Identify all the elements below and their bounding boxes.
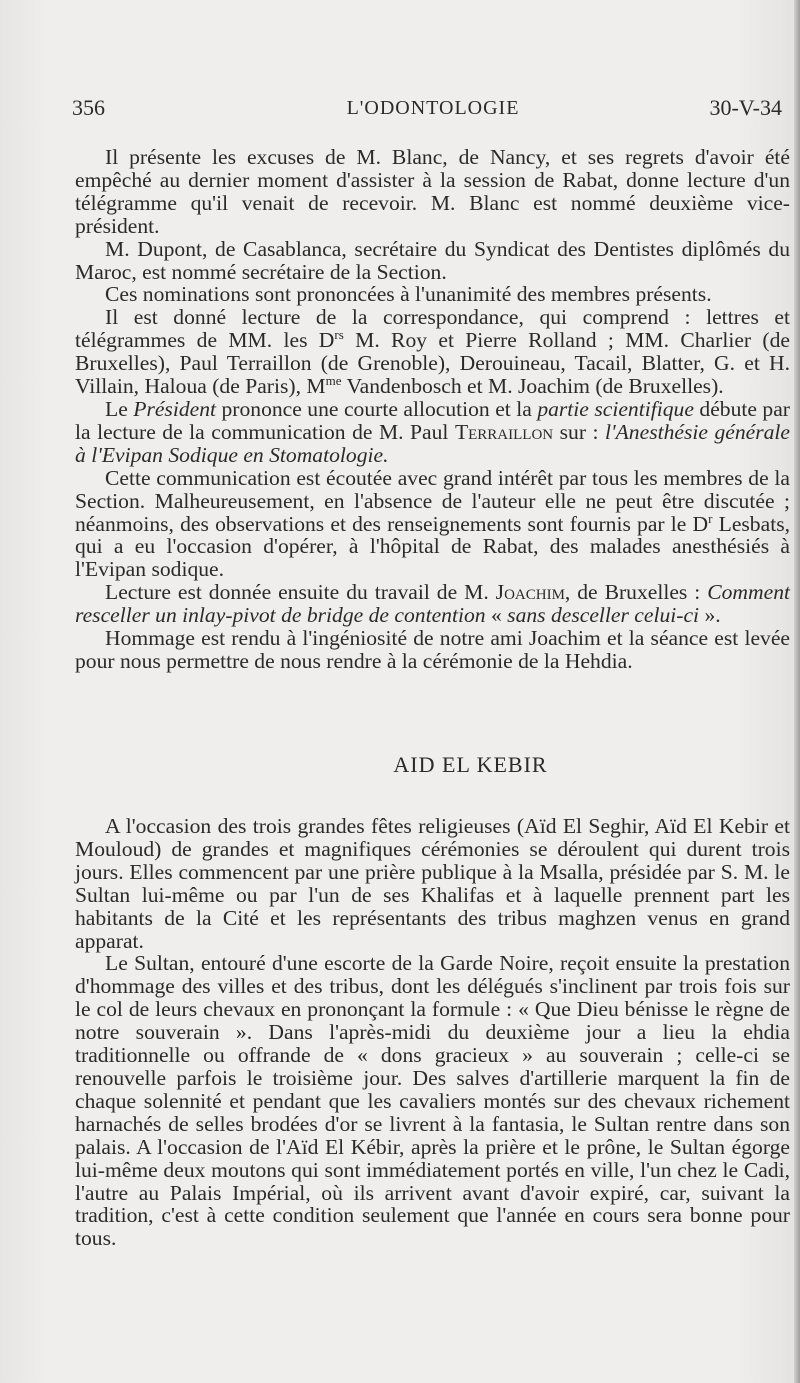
work-title: Comment resceller un inlay-pivot de bridge de contention xyxy=(75,580,790,628)
paragraph-fetes: A l'occasion des trois grandes fêtes religieuses (Aïd El Seghir, Aïd El Kebir et Mouloud) de grandes et magnifiques cérémonies se déroulent qui durent trois jours. Elles commencent par une prière publique à la Msalla, présidée par S. M. le Sultan lui-même ou par l'un de ses Khalifas et à laquelle prennent part les habitants de la Cité et les représentants des tribus maghzen venus en grand apparat. xyxy=(75,814,790,953)
text-run: Il est donné lecture de la correspondance, qui comprend : lettres et télégrammes de MM. les D xyxy=(75,305,790,353)
superscript: r xyxy=(708,510,713,526)
page-header xyxy=(72,95,794,125)
page-number: 356 xyxy=(72,95,105,120)
text-run: Vandenbosch et M. Joachim (de Bruxelles). xyxy=(341,374,724,399)
paragraph-hommage: Hommage est rendu à l'ingéniosité de notre ami Joachim et la séance est levée pour nous permettre de nous rendre à la cérémonie de la Hehdia. xyxy=(75,626,790,673)
paragraph-president xyxy=(75,398,790,467)
text-run: , de Bruxelles : xyxy=(564,580,708,605)
work-title-quote: sans desceller celui-ci xyxy=(507,603,700,628)
running-title: L'ODONTOLOGIE xyxy=(346,97,520,119)
paragraph-joachim xyxy=(75,581,790,627)
paragraph-nominations: Ces nominations sont prononcées à l'unanimité des membres présents. xyxy=(105,282,712,307)
section-title: AID EL KEBIR xyxy=(393,752,548,777)
section-body xyxy=(75,815,790,1250)
text-run: Le xyxy=(105,396,134,421)
text-run: « xyxy=(485,603,508,628)
author-name: Joachim xyxy=(495,580,565,605)
text-run: M. Roy et Pierre Rolland ; MM. Charlier (de Bruxelles), Paul Terraillon (de Grenoble), Derouineau, Tacail, Blatter, G. et H. Villain, Haloua (de Paris), M xyxy=(75,328,790,399)
body-text xyxy=(75,146,790,673)
superscript: rs xyxy=(334,327,344,343)
text-run: sur : xyxy=(553,419,605,444)
text-run: débute par la lecture de la communication de M. Paul xyxy=(75,396,790,444)
issue-date: 30-V-34 xyxy=(709,95,782,120)
paragraph-excuses: Il présente les excuses de M. Blanc, de Nancy, et ses regrets d'avoir été empêché au dernier moment d'assister à la session de Rabat, donne lecture d'un télégramme qu'il venait de recevoir. M. Blanc est nommé deuxième vice-président. xyxy=(75,145,790,238)
text-run: Lesbats, qui a eu l'occasion d'opérer, à l'hôpital de Rabat, des malades anesthésiés à l'Evipan sodique. xyxy=(75,511,790,582)
communication-title: l'Anesthésie générale à l'Evipan Sodique en Stomatologie. xyxy=(75,419,790,467)
superscript: me xyxy=(325,373,342,389)
paragraph-correspondence xyxy=(75,306,790,398)
paragraph-sultan: Le Sultan, entouré d'une escorte de la Garde Noire, reçoit ensuite la prestation d'hommage des villes et des tribus, dont les délégués s'inclinent par trois fois sur le col de leurs chevaux en prononçant la formule : « Que Dieu bénisse le règne de notre souverain ». Dans l'après-midi du deuxième jour a lieu la ehdia traditionnelle ou offrande de « dons gracieux » au souverain ; celle-ci se renouvelle parfois le troisième jour. Des salves d'artillerie marquent la fin de chaque solennité et pendant que les cavaliers montés sur des chevaux richement harnachés de selles brodées d'or se livrent à la fantasia, le Sultan rentre dans son palais. A l'occasion de l'Aïd El Kébir, après la prière et le prône, le Sultan égorge lui-même deux moutons qui sont immédiatement portés en ville, l'un chez le Cadi, l'autre au Palais Impérial, où ils arrivent avant d'avoir expiré, car, suivant la tradition, c'est à cette condition seulement que l'année en cours sera bonne pour tous. xyxy=(75,951,790,1251)
italic-partie: partie scientifique xyxy=(537,396,694,421)
page-edge xyxy=(794,0,800,1383)
paragraph-discussion xyxy=(75,467,790,582)
text-run: prononce une courte allocution et la xyxy=(216,396,538,421)
text-run: ». xyxy=(699,603,721,628)
italic-president: Président xyxy=(133,396,217,421)
author-name: Terraillon xyxy=(454,419,554,444)
text-run: Lecture est donnée ensuite du travail de M. xyxy=(105,580,496,605)
paragraph-secretary: M. Dupont, de Casablanca, secrétaire du Syndicat des Dentistes diplômés du Maroc, est nommé secrétaire de la Section. xyxy=(75,236,790,284)
text-run: Cette communication est écoutée avec grand intérêt par tous les membres de la Section. Malheureusement, en l'absence de l'auteur elle ne peut être discutée ; néanmoins, des observations et des renseignements sont fournis par le D xyxy=(75,465,790,536)
